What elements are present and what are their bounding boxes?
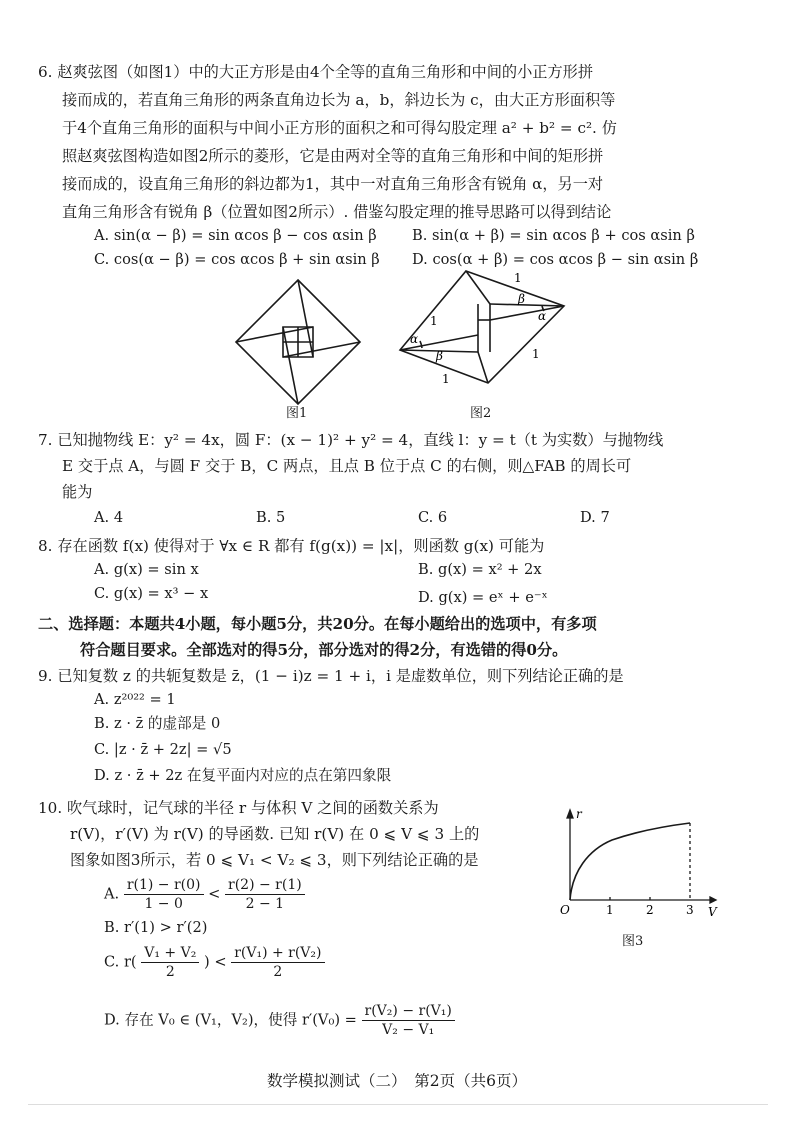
q10-option-a-den-right: 2 − 1 <box>245 896 285 912</box>
q10-option-a-num-right: r(2) − r(1) <box>225 876 305 895</box>
q10-option-c-den-right: 2 <box>273 964 283 980</box>
q7-option-d: D. 7 <box>580 509 610 526</box>
q6-option-b: B. sin(α + β) = sin αcos β + cos αsin β <box>412 227 695 244</box>
q6-option-c: C. cos(α − β) = cos αcos β + sin αsin β <box>94 251 380 268</box>
fig2-label-alpha-right: α <box>538 309 547 323</box>
q10-option-d <box>104 1002 455 1039</box>
fig2-label-beta-left: β <box>436 349 443 363</box>
q10-option-a <box>104 876 305 913</box>
q10-option-a-num-left: r(1) − r(0) <box>124 876 204 895</box>
section-2-line-2: 符合题目要求。全部选对的得5分，部分选对的得2分，有选错的得0分。 <box>80 641 568 659</box>
fig3-y-axis-label: r <box>576 807 582 821</box>
q10-option-a-label: A. <box>104 885 120 903</box>
q10-option-c <box>104 944 325 981</box>
q6-line-1: 6. 赵爽弦图（如图1）中的大正方形是由4个全等的直角三角形和中间的小正方形拼 <box>38 63 594 81</box>
figure-3-graph <box>554 806 724 918</box>
q8-option-d: D. g(x) = eˣ + e⁻ˣ <box>418 589 548 606</box>
figure-2-rhombus-diagram <box>392 268 572 388</box>
fig2-label-alpha-left: α <box>410 332 419 346</box>
fig3-origin-label: O <box>560 903 570 917</box>
figure-2-caption: 图2 <box>470 406 492 421</box>
q6-line-6: 直角三角形含有锐角 β（位置如图2所示）. 借鉴勾股定理的推导思路可以得到结论 <box>62 203 612 221</box>
q9-option-a: A. z²⁰²² = 1 <box>94 691 176 708</box>
q9-option-b: B. z · z̄ 的虚部是 0 <box>94 715 221 732</box>
fig3-x-tick-1: 1 <box>606 903 614 917</box>
fig2-label-beta-right: β <box>518 292 525 306</box>
fig3-x-tick-3: 3 <box>686 903 694 917</box>
q10-line-1: 10. 吹气球时，记气球的半径 r 与体积 V 之间的函数关系为 <box>38 799 439 817</box>
q10-line-3: 图象如图3所示，若 0 ⩽ V₁ < V₂ ⩽ 3，则下列结论正确的是 <box>70 851 479 869</box>
q10-option-c-r-close: ) <box>203 953 210 971</box>
q6-line-4: 照赵爽弦图构造如图2所示的菱形，它是由两对全等的直角三角形和中间的矩形拼 <box>62 147 604 165</box>
q7-line-3: 能为 <box>62 483 93 501</box>
fig3-x-axis-label: V <box>708 905 717 918</box>
q10-option-a-fraction-right <box>225 876 305 913</box>
q10-option-d-den: V₂ − V₁ <box>382 1022 435 1038</box>
q8-line: 8. 存在函数 f(x) 使得对于 ∀x ∈ R 都有 f(g(x)) = |x|，则函数 g(x) 可能为 <box>38 537 545 555</box>
q10-option-c-den-left: 2 <box>165 964 175 980</box>
q6-line-2: 接而成的，若直角三角形的两条直角边长为 a，b，斜边长为 c，由大正方形面积等 <box>62 91 616 109</box>
q7-option-b: B. 5 <box>256 509 286 526</box>
q9-option-c: C. |z · z̄ + 2z| = √5 <box>94 741 232 758</box>
page-footer: 数学模拟测试（二） 第2页（共6页） <box>267 1072 527 1090</box>
q10-option-c-operator: < <box>214 953 227 971</box>
q8-option-b: B. g(x) = x² + 2x <box>418 561 542 578</box>
q10-line-2: r(V)，r′(V) 为 r(V) 的导函数. 已知 r(V) 在 0 ⩽ V ⩽ 3 上的 <box>70 825 480 843</box>
q6-line-5: 接而成的，设直角三角形的斜边都为1，其中一对直角三角形含有锐角 α，另一对 <box>62 175 604 193</box>
figure-1-caption: 图1 <box>286 406 308 421</box>
q10-option-c-r-open: r( <box>123 953 137 971</box>
q10-option-c-label: C. <box>104 953 120 971</box>
q8-option-a: A. g(x) = sin x <box>94 561 199 578</box>
q10-option-d-label: D. <box>104 1011 120 1029</box>
q10-option-a-fraction-left <box>124 876 204 913</box>
q7-line-2: E 交于点 A，与圆 F 交于 B，C 两点，且点 B 位于点 C 的右侧，则△FAB 的周长可 <box>62 457 632 475</box>
figure-3-caption: 图3 <box>622 934 644 949</box>
fig2-label-one-top: 1 <box>514 271 522 285</box>
fig2-label-one-bottom: 1 <box>442 372 450 386</box>
figure-1-zhao-shuang-diagram <box>228 272 368 412</box>
q7-option-c: C. 6 <box>418 509 448 526</box>
q6-line-3: 于4个直角三角形的面积与中间小正方形的面积之和可得勾股定理 a² + b² = c². 仿 <box>62 119 617 137</box>
q10-option-c-fraction-left <box>141 944 199 981</box>
q7-option-a: A. 4 <box>94 509 124 526</box>
q8-option-c: C. g(x) = x³ − x <box>94 585 209 602</box>
q10-option-d-num: r(V₂) − r(V₁) <box>362 1002 455 1021</box>
q10-option-c-num-left: V₁ + V₂ <box>141 944 199 963</box>
q6-option-a: A. sin(α − β) = sin αcos β − cos αsin β <box>94 227 377 244</box>
q10-option-a-den-left: 1 − 0 <box>144 896 183 912</box>
fig2-label-one-left: 1 <box>430 314 438 328</box>
q10-option-c-num-right: r(V₁) + r(V₂) <box>231 944 324 963</box>
q10-option-d-text: 存在 V₀ ∈ (V₁，V₂)，使得 r′(V₀) = <box>124 1011 357 1029</box>
q10-option-d-fraction <box>362 1002 455 1039</box>
fig3-x-tick-2: 2 <box>646 903 654 917</box>
q7-line-1: 7. 已知抛物线 E：y² = 4x，圆 F：(x − 1)² + y² = 4，直线 l：y = t（t 为实数）与抛物线 <box>38 431 664 449</box>
q6-option-d: D. cos(α + β) = cos αcos β − sin αsin β <box>412 251 699 268</box>
section-2-line-1: 二、选择题：本题共4小题，每小题5分，共20分。在每小题给出的选项中，有多项 <box>38 615 597 633</box>
q10-option-b: B. r′(1) > r′(2) <box>104 919 208 936</box>
q9-line: 9. 已知复数 z 的共轭复数是 z̄，(1 − i)z = 1 + i，i 是虚数单位，则下列结论正确的是 <box>38 667 624 685</box>
q9-option-d: D. z · z̄ + 2z 在复平面内对应的点在第四象限 <box>94 767 392 784</box>
q10-option-c-fraction-right <box>231 944 324 981</box>
fig2-label-one-right: 1 <box>532 347 540 361</box>
q10-option-a-operator: < <box>208 885 221 903</box>
bottom-divider <box>28 1104 768 1105</box>
